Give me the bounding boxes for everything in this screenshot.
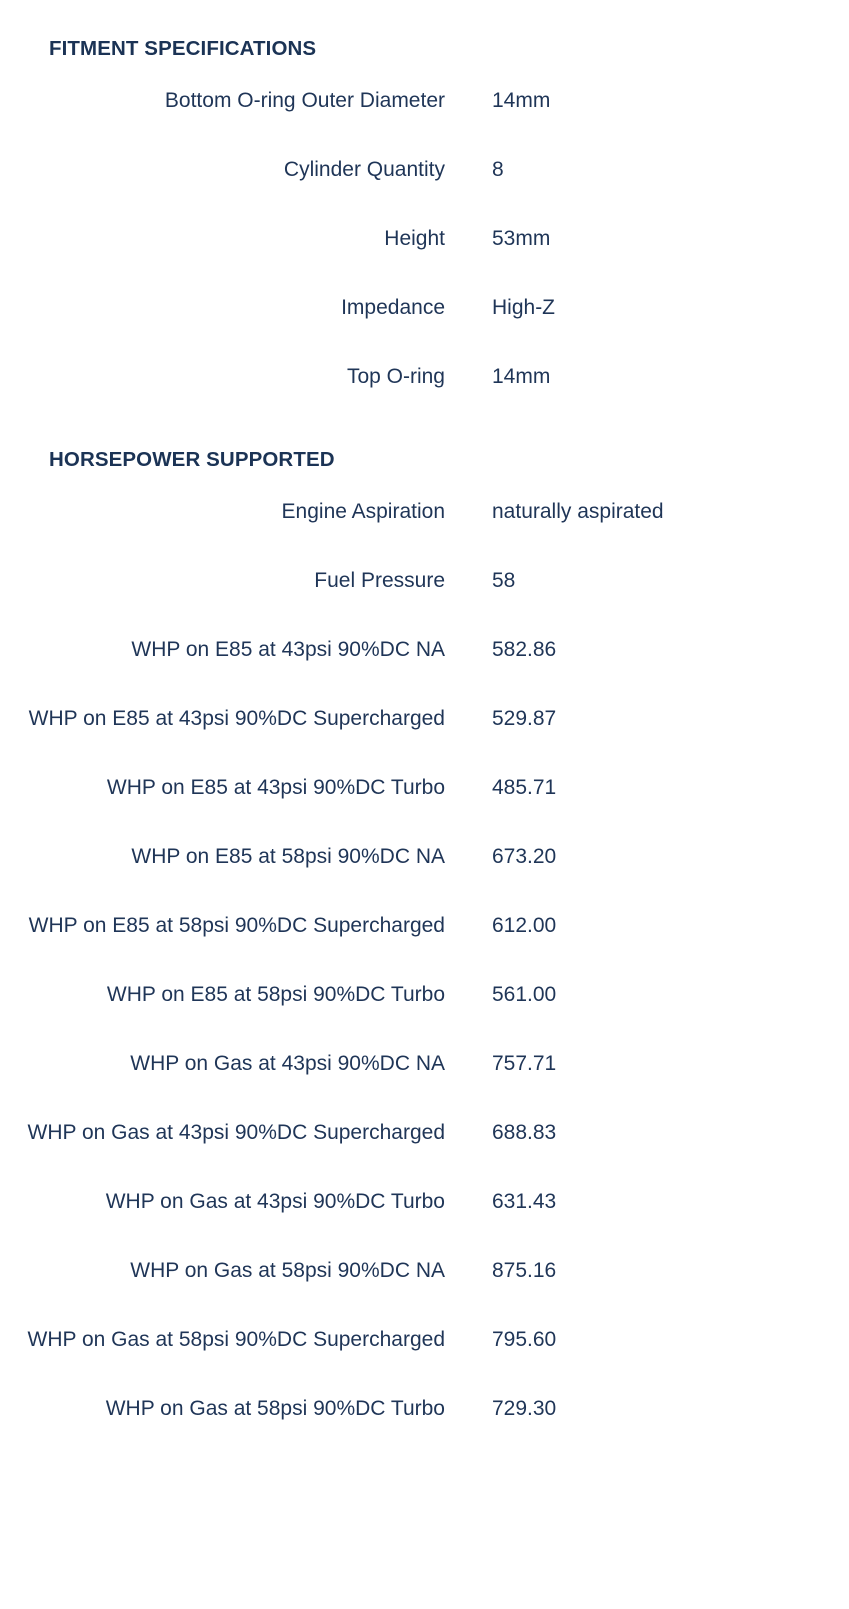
spec-row <box>0 838 849 907</box>
spec-value: 582.86 <box>492 638 557 661</box>
spec-label: WHP on Gas at 58psi 90%DC Supercharged <box>27 1328 445 1351</box>
spec-label: WHP on Gas at 43psi 90%DC NA <box>130 1052 445 1075</box>
spec-label: WHP on Gas at 43psi 90%DC Supercharged <box>27 1121 445 1144</box>
spec-label: WHP on E85 at 43psi 90%DC Turbo <box>106 776 445 799</box>
spec-label: Cylinder Quantity <box>283 158 445 181</box>
spec-row <box>0 562 849 631</box>
spec-value: 631.43 <box>492 1190 557 1213</box>
spec-row <box>0 358 849 427</box>
spec-label: WHP on E85 at 43psi 90%DC Supercharged <box>28 707 445 730</box>
spec-row <box>0 700 849 769</box>
spec-value: 529.87 <box>492 707 557 730</box>
spec-label: WHP on E85 at 58psi 90%DC Turbo <box>106 983 445 1006</box>
spec-label: Bottom O-ring Outer Diameter <box>164 89 445 112</box>
fitment-rows <box>0 82 849 427</box>
spec-value: 688.83 <box>492 1121 557 1144</box>
spec-value: High-Z <box>492 296 556 319</box>
section-title-horsepower: HORSEPOWER SUPPORTED <box>49 448 335 471</box>
spec-row <box>0 769 849 838</box>
spec-label: WHP on E85 at 58psi 90%DC Supercharged <box>28 914 445 937</box>
spec-value: 8 <box>492 158 504 181</box>
spec-value: 561.00 <box>492 983 557 1006</box>
spec-label: WHP on Gas at 43psi 90%DC Turbo <box>105 1190 445 1213</box>
spec-row <box>0 631 849 700</box>
spec-row <box>0 151 849 220</box>
spec-row <box>0 1114 849 1183</box>
spec-value: 58 <box>492 569 516 592</box>
spec-row <box>0 220 849 289</box>
spec-row <box>0 493 849 562</box>
spec-label: Engine Aspiration <box>281 500 445 523</box>
spec-label: WHP on Gas at 58psi 90%DC NA <box>130 1259 445 1282</box>
spec-value: 14mm <box>492 89 551 112</box>
spec-value: 485.71 <box>492 776 557 799</box>
spec-label: Fuel Pressure <box>314 569 445 592</box>
spec-row <box>0 1321 849 1390</box>
spec-value: naturally aspirated <box>492 500 664 523</box>
spec-value: 673.20 <box>492 845 557 868</box>
spec-row <box>0 82 849 151</box>
spec-value: 53mm <box>492 227 551 250</box>
spec-value: 875.16 <box>492 1259 557 1282</box>
spec-row <box>0 976 849 1045</box>
spec-row <box>0 1252 849 1321</box>
spec-label: Impedance <box>341 296 445 319</box>
spec-label: Height <box>384 227 445 250</box>
spec-value: 757.71 <box>492 1052 557 1075</box>
spec-label: WHP on Gas at 58psi 90%DC Turbo <box>105 1397 445 1420</box>
spec-label: WHP on E85 at 58psi 90%DC NA <box>131 845 445 868</box>
spec-row <box>0 1390 849 1459</box>
spec-row <box>0 1045 849 1114</box>
section-title-fitment: FITMENT SPECIFICATIONS <box>49 37 317 60</box>
spec-value: 612.00 <box>492 914 557 937</box>
spec-row <box>0 907 849 976</box>
spec-label: Top O-ring <box>346 365 445 388</box>
horsepower-rows <box>0 493 849 1459</box>
spec-value: 795.60 <box>492 1328 557 1351</box>
spec-row <box>0 1183 849 1252</box>
spec-value: 14mm <box>492 365 551 388</box>
spec-row <box>0 289 849 358</box>
spec-value: 729.30 <box>492 1397 557 1420</box>
spec-label: WHP on E85 at 43psi 90%DC NA <box>131 638 445 661</box>
